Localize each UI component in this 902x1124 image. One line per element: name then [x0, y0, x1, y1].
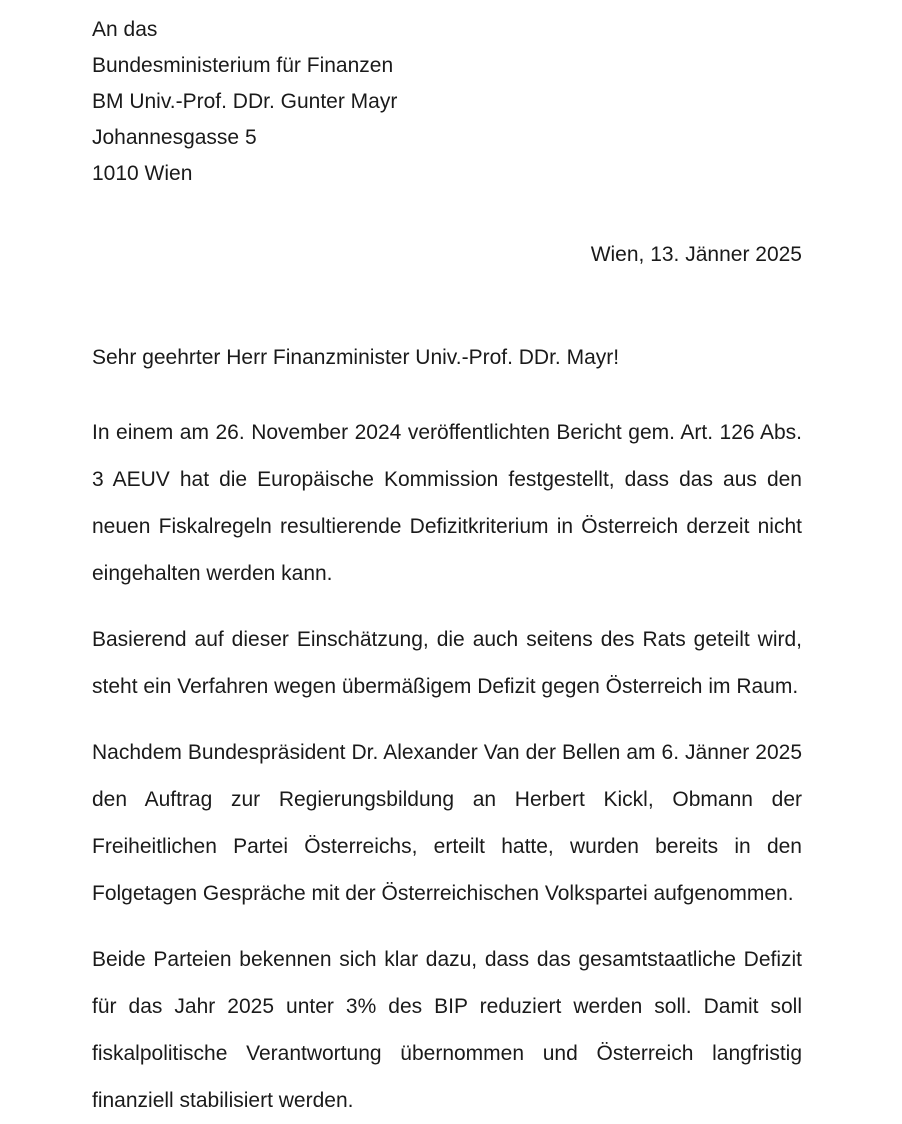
address-line-organisation: Bundesministerium für Finanzen: [92, 54, 394, 77]
letter-content: [92, 0, 802, 1124]
address-line-street: Johannesgasse 5: [92, 126, 257, 149]
body-text: [92, 409, 802, 1124]
address-line-postal-code-city: 1010 Wien: [92, 162, 193, 185]
body-paragraph: Basierend auf dieser Einschätzung, die auch seitens des Rats geteilt wird, steht ein Verfahren wegen übermäßigem Defizit gegen Österreich im Raum.: [92, 628, 802, 698]
body-paragraph: In einem am 26. November 2024 veröffentlichten Bericht gem. Art. 126 Abs. 3 AEUV hat die Europäische Kommission festgestellt, dass das aus den neuen Fiskalregeln resultierende Defizitkriterium in Österreich derzeit nicht eingehalten werden kann.: [92, 421, 802, 585]
address-line-person: BM Univ.-Prof. DDr. Gunter Mayr: [92, 90, 398, 113]
place-and-date: Wien, 13. Jänner 2025: [590, 243, 802, 266]
recipient-address-block: [92, 0, 802, 192]
body-paragraph: Beide Parteien bekennen sich klar dazu, dass das gesamtstaatliche Defizit für das Jahr 2025 unter 3% des BIP reduziert werden soll. Damit soll fiskalpolitische Verantwortung übernommen und Österreich langfristig finanziell stabilisiert werden.: [92, 948, 802, 1112]
address-line-recipient-prefix: An das: [92, 18, 158, 41]
salutation: Sehr geehrter Herr Finanzminister Univ.-Prof. DDr. Mayr!: [92, 346, 620, 369]
body-paragraph: Nachdem Bundespräsident Dr. Alexander Van der Bellen am 6. Jänner 2025 den Auftrag zur Regierungsbildung an Herbert Kickl, Obmann der Freiheitlichen Partei Österreichs, erteilt hatte, wurden bereits in den Folgetagen Gespräche mit der Österreichischen Volkspartei aufgenommen.: [92, 741, 802, 905]
